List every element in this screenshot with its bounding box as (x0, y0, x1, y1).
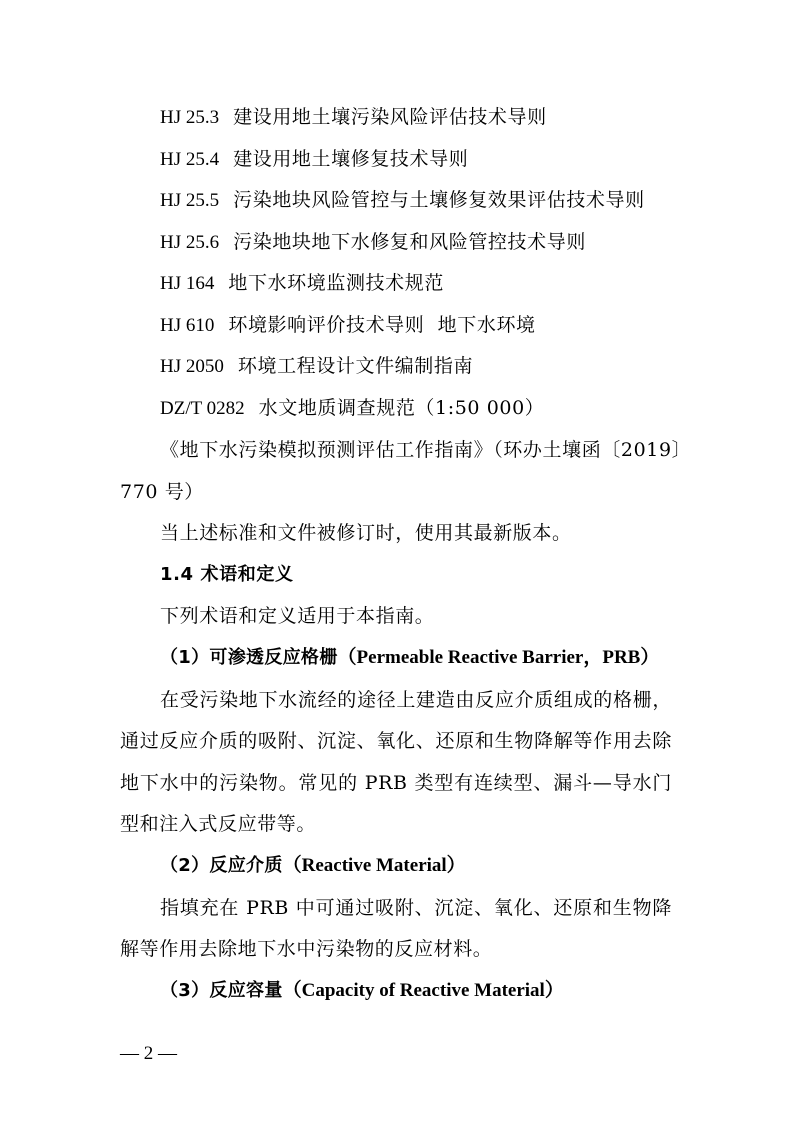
term-definition-line: 地下水中的污染物。常见的 PRB 类型有连续型、漏斗—导水门 (120, 772, 672, 794)
term-label-en: （Capacity of Reactive Material） (282, 980, 564, 1001)
guide-reference-line-2: 770 号） (120, 481, 204, 503)
reference-title: 建设用地土壤修复技术导则 (233, 148, 469, 170)
reference-title: 污染地块地下水修复和风险管控技术导则 (233, 231, 586, 253)
term-definition-line: 指填充在 PRB 中可通过吸附、沉淀、氧化、还原和生物降 (160, 897, 672, 919)
revision-note: 当上述标准和文件被修订时，使用其最新版本。 (160, 522, 572, 544)
term-label-en: （Permeable Reactive Barrier，PRB） (337, 647, 660, 668)
term-heading (160, 646, 659, 670)
reference-title: 地下水环境监测技术规范 (228, 272, 444, 294)
reference-title: 环境影响评价技术导则 地下水环境 (228, 314, 536, 336)
reference-item (160, 396, 544, 421)
term-heading (160, 854, 466, 878)
reference-code: HJ 2050 (160, 356, 224, 377)
term-label-en: （Reactive Material） (282, 855, 466, 876)
term-definition-line: 解等作用去除地下水中污染物的反应材料。 (120, 938, 493, 960)
section-intro: 下列术语和定义适用于本指南。 (160, 605, 435, 627)
reference-title: 污染地块风险管控与土壤修复效果评估技术导则 (233, 189, 645, 211)
term-label-cn: （3）反应容量 (160, 980, 283, 1001)
reference-item (160, 271, 444, 296)
reference-item (160, 105, 547, 130)
term-definition-line: 在受污染地下水流经的途径上建造由反应介质组成的格栅， (160, 689, 672, 711)
reference-item (160, 230, 586, 255)
term-heading (160, 979, 564, 1003)
reference-code: HJ 25.4 (160, 149, 220, 170)
reference-code: HJ 164 (160, 273, 215, 294)
reference-item (160, 188, 645, 213)
term-label-cn: （2）反应介质 (160, 855, 283, 876)
reference-code: HJ 25.6 (160, 232, 220, 253)
reference-code: HJ 25.5 (160, 190, 220, 211)
page-number: — 2 — (120, 1043, 177, 1064)
reference-title: 环境工程设计文件编制指南 (237, 355, 474, 377)
reference-item (160, 313, 536, 338)
guide-reference-line-1: 《地下水污染模拟预测评估工作指南》（环办土壤函〔2019〕 (160, 439, 692, 461)
term-definition-line: 通过反应介质的吸附、沉淀、氧化、还原和生物降解等作用去除 (120, 730, 672, 752)
reference-title: 水文地质调查规范（1:50 000） (258, 397, 545, 419)
reference-title: 建设用地土壤污染风险评估技术导则 (233, 106, 547, 128)
term-label-cn: （1）可渗透反应格栅 (160, 647, 338, 668)
reference-code: DZ/T 0282 (160, 398, 245, 419)
reference-code: HJ 25.3 (160, 107, 220, 128)
reference-item (160, 354, 473, 379)
section-heading: 1.4 术语和定义 (160, 564, 294, 585)
term-definition-line: 型和注入式反应带等。 (120, 813, 317, 835)
reference-code: HJ 610 (160, 315, 215, 336)
reference-item (160, 147, 468, 172)
